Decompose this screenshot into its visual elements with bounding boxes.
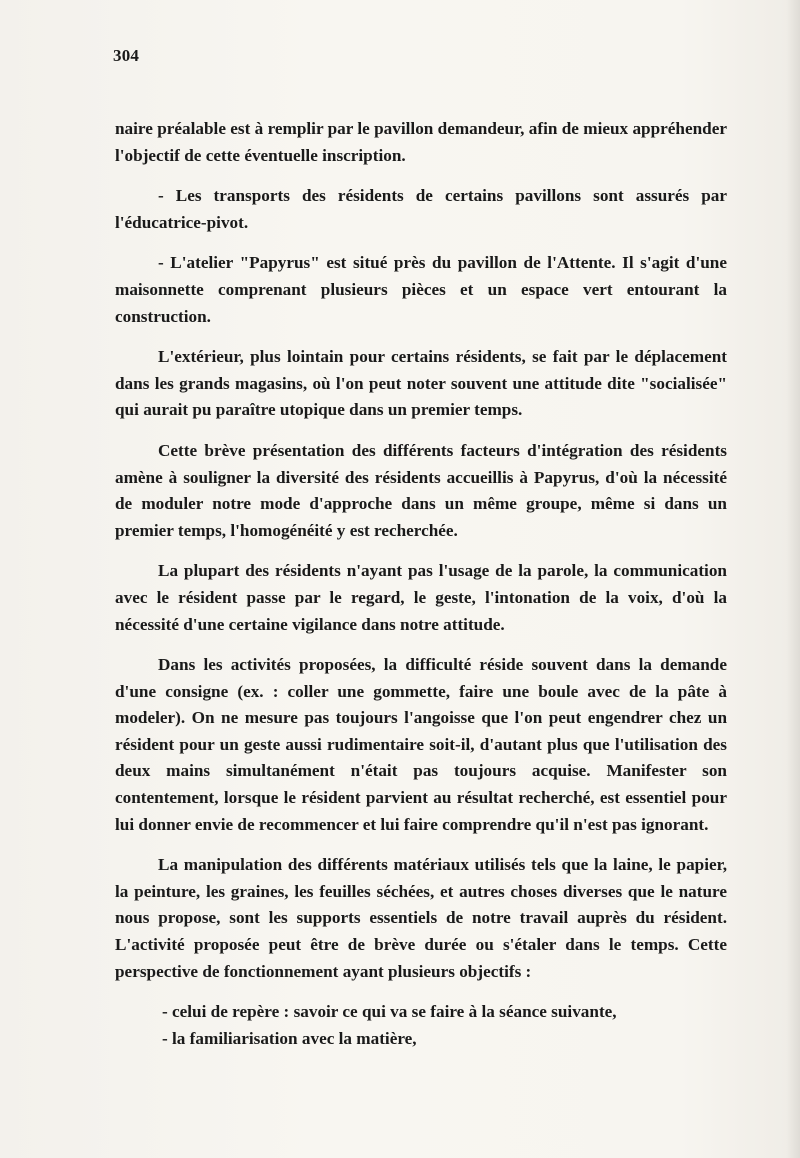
paragraph-1: naire préalable est à remplir par le pavillon demandeur, afin de mieux appréhender l'objectif de cette éventuelle inscription. (115, 119, 727, 165)
page-edge-shadow (786, 0, 800, 1158)
list-item: - la familiarisation avec la matière, (162, 1028, 417, 1048)
objectives-list (115, 999, 727, 1052)
paragraph-2: - Les transports des résidents de certains pavillons sont assurés par l'éducatrice-pivot. (115, 186, 727, 232)
paragraph-4: L'extérieur, plus lointain pour certains résidents, se fait par le déplacement dans les grands magasins, où l'on peut noter souvent une attitude dite "socialisée" qui aurait pu paraître utopique dans un premier temps. (115, 347, 727, 420)
list-item: - celui de repère : savoir ce qui va se faire à la séance suivante, (162, 1002, 617, 1022)
paragraph-8: La manipulation des différents matériaux utilisés tels que la laine, le papier, la peinture, les graines, les feuilles séchées, et autres choses diverses que le nature nous propose, sont les supports essentiels de notre travail auprès du résident. L'activité proposée peut être de brève durée ou s'étaler dans le temps. Cette perspective de fonctionnement ayant plusieurs objectifs : (115, 855, 727, 981)
paragraph-5: Cette brève présentation des différents facteurs d'intégration des résidents amène à souligner la diversité des résidents accueillis à Papyrus, d'où la nécessité de moduler notre mode d'approche dans un même groupe, même si dans un premier temps, l'homogénéité y est recherchée. (115, 440, 727, 540)
paragraph-6: La plupart des résidents n'ayant pas l'usage de la parole, la communication avec le résident passe par le regard, le geste, l'intonation de la voix, d'où la nécessité d'une certaine vigilance dans notre attitude. (115, 561, 727, 634)
page-number: 304 (113, 46, 140, 65)
paragraph-3: - L'atelier "Papyrus" est situé près du pavillon de l'Attente. Il s'agit d'une maisonnette comprenant plusieurs pièces et un espace vert entourant la construction. (115, 253, 727, 326)
paragraph-7: Dans les activités proposées, la difficulté réside souvent dans la demande d'une consigne (ex. : coller une gommette, faire une boule avec de la pâte à modeler). On ne mesure pas toujours l'angoisse que l'on peut engendrer chez un résident pour un geste aussi rudimentaire soit-il, d'autant plus que l'utilisation des deux mains simultanément n'était pas toujours acquise. Manifester son contentement, lorsque le résident parvient au résultat recherché, est essentiel pour lui donner envie de recommencer et lui faire comprendre qu'il n'est pas ignorant. (115, 655, 727, 834)
body-text (115, 116, 727, 1052)
